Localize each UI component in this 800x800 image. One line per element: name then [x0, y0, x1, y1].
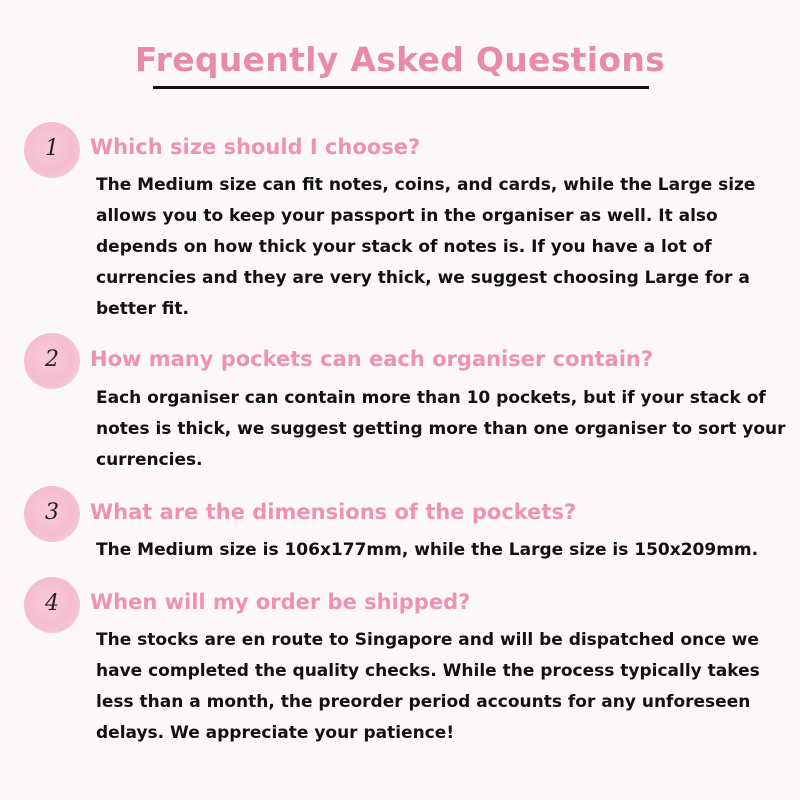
faq-question-4: When will my order be shipped? — [90, 590, 471, 614]
faq-answer-2: Each organiser can contain more than 10 pockets, but if your stack of notes is thick, we suggest getting more than one organiser to sort your currencies. — [96, 388, 786, 470]
number-badge-1 — [24, 122, 80, 178]
faq-question-1: Which size should I choose? — [90, 135, 421, 159]
faq-answer-4: The stocks are en route to Singapore and will be dispatched once we have completed the quality checks. While the process typically takes less than a month, the preorder period accounts for any unforeseen delays. We appreciate your patience! — [96, 630, 760, 743]
number-badge-2 — [24, 333, 80, 389]
number-badge-label: 4 — [45, 591, 59, 616]
title-underline — [153, 86, 649, 89]
faq-answer-1: The Medium size can fit notes, coins, and cards, while the Large size allows you to keep your passport in the organiser as well. It also depends on how thick your stack of notes is. If you have a lot of currencies and they are very thick, we suggest choosing Large for a better fit. — [96, 175, 756, 319]
faq-answer-3: The Medium size is 106x177mm, while the Large size is 150x209mm. — [96, 540, 759, 560]
number-badge-label: 3 — [45, 500, 59, 525]
number-badge-4 — [24, 577, 80, 633]
faq-question-3: What are the dimensions of the pockets? — [90, 500, 577, 524]
page-title: Frequently Asked Questions — [134, 40, 666, 79]
number-badge-3 — [24, 486, 80, 542]
faq-question-2: How many pockets can each organiser contain? — [90, 347, 654, 371]
number-badge-label: 1 — [45, 136, 59, 161]
number-badge-label: 2 — [45, 347, 59, 372]
